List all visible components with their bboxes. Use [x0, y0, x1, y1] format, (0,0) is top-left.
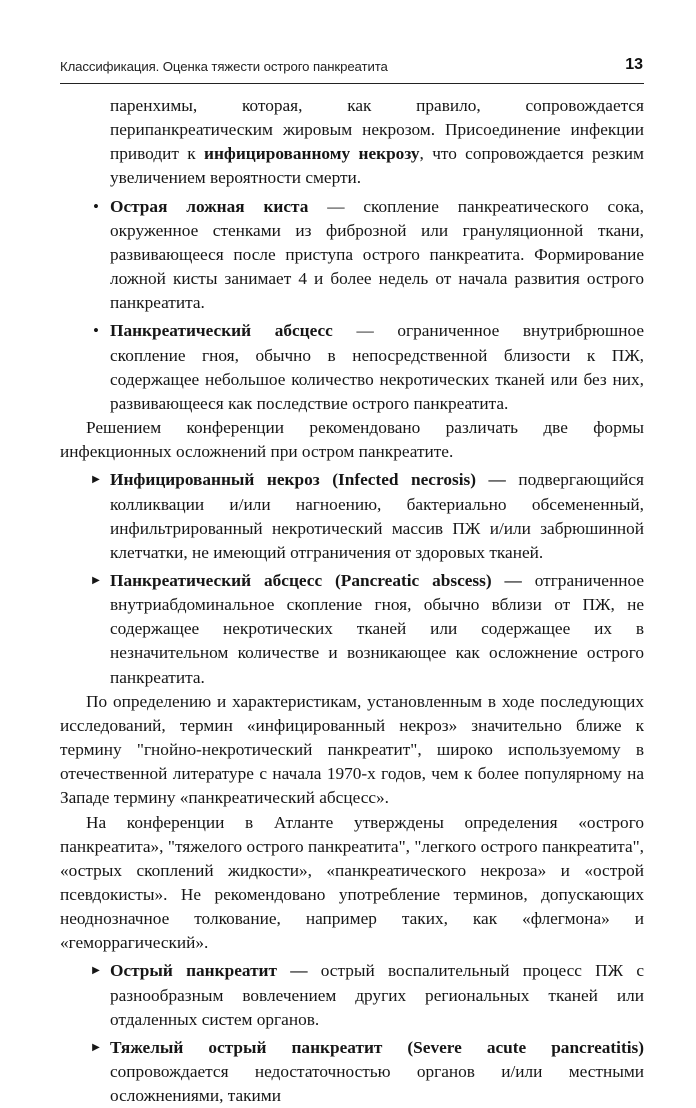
- text-run: , что сопровождается резким увеличением вероятности смерти.: [110, 144, 644, 188]
- text-run: острый воспалительный процесс ПЖ с разнообразным вовлечением других региональных тканей или отдаленных систем органов.: [110, 961, 644, 1029]
- paragraph-definitions: По определению и характеристикам, установленным в ходе последующих исследований, термин «инфицированный некроз» значительно ближе к термину "гнойно-некротический панкреатит", широко используемому в отечественной литературе с начала 1970-х годов, чем к более популярному на Западе термину «панкреатический абсцесс».: [60, 691, 644, 808]
- paragraph-conference-decision: Решением конференции рекомендовано различать две формы инфекционных осложнений при остром панкреатите.: [60, 418, 644, 462]
- bullet-icon: •: [93, 196, 99, 216]
- bullet-icon: •: [93, 321, 99, 341]
- bold-term: Панкреатический абсцесс (Pancreatic abscess) —: [110, 570, 522, 590]
- running-header: [60, 55, 644, 84]
- bold-term: Острый панкреатит —: [110, 961, 308, 981]
- bullet-item-abscess: [60, 319, 644, 416]
- text-run: подвергающийся колликвации и/или нагноению, бактериально обсемененный, инфильтрированный некротический массив ПЖ и/или забрюшинной клетчатки, не имеющий отграничения от здоровых тканей.: [110, 470, 645, 562]
- arrow-item-pancreatic-abscess: [60, 569, 644, 690]
- arrow-item-severe-pancreatitis: [60, 1036, 644, 1108]
- bold-term: Инфицированный некроз (Infected necrosis) —: [110, 470, 506, 490]
- bold-term: Острая ложная киста: [110, 196, 309, 216]
- bullet-item-pseudocyst: [60, 195, 644, 316]
- text-run: — ограниченное внутрибрюшное скопление гноя, обычно в непосредственной близости к ПЖ, содержащее небольшое количество некротических тканей или без них, развивающееся как последствие острого панкреатита.: [110, 321, 645, 413]
- page-body: [60, 94, 644, 1108]
- text-run: сопровождается недостаточностью органов и/или местными осложнениями, такими: [110, 1062, 644, 1106]
- text-run: — скопление панкреатического сока, окруженное стенками из фиброзной или грануляционной ткани, развивающееся после приступа острого панкреатита. Формирование ложной кисты занимает 4 и более недель от начала развития острого панкреатита.: [110, 196, 644, 313]
- arrow-bullet-icon: ▶: [92, 965, 100, 977]
- bold-term: Панкреатический абсцесс: [110, 321, 333, 341]
- bold-term: инфицированному некрозу: [203, 144, 420, 164]
- page-number: 13: [625, 56, 643, 73]
- arrow-item-acute-pancreatitis: [60, 959, 644, 1031]
- running-header-title: Классификация. Оценка тяжести острого панкреатита: [60, 59, 388, 74]
- arrow-bullet-icon: ▶: [92, 1041, 100, 1053]
- text-run: паренхимы, которая, как правило, сопровождается перипанкреатическим жировым некрозом. Присоединение инфекции приводит к: [110, 96, 644, 164]
- paragraph-atlanta: На конференции в Атланте утверждены определения «острого панкреатита», "тяжелого острого панкреатита", "легкого острого панкреатита", «острых скоплений жидкости», «панкреатического некроза» и «острой псевдокисты». Не рекомендовано употребление терминов, допускающих неоднозначное толкование, например таких, как «флегмона» и «геморрагический».: [60, 812, 644, 953]
- text-run: отграниченное внутриабдоминальное скопление гноя, обычно вблизи от ПЖ, не содержащее некротических тканей или содержащее их в незначительном количестве и возникающее как осложнение острого панкреатита.: [110, 570, 644, 687]
- arrow-item-infected-necrosis: [60, 468, 644, 565]
- bold-term: Тяжелый острый панкреатит (Severe acute pancreatitis): [110, 1037, 644, 1057]
- arrow-bullet-icon: ▶: [92, 474, 100, 486]
- arrow-bullet-icon: ▶: [92, 574, 100, 586]
- continued-paragraph: [60, 94, 644, 191]
